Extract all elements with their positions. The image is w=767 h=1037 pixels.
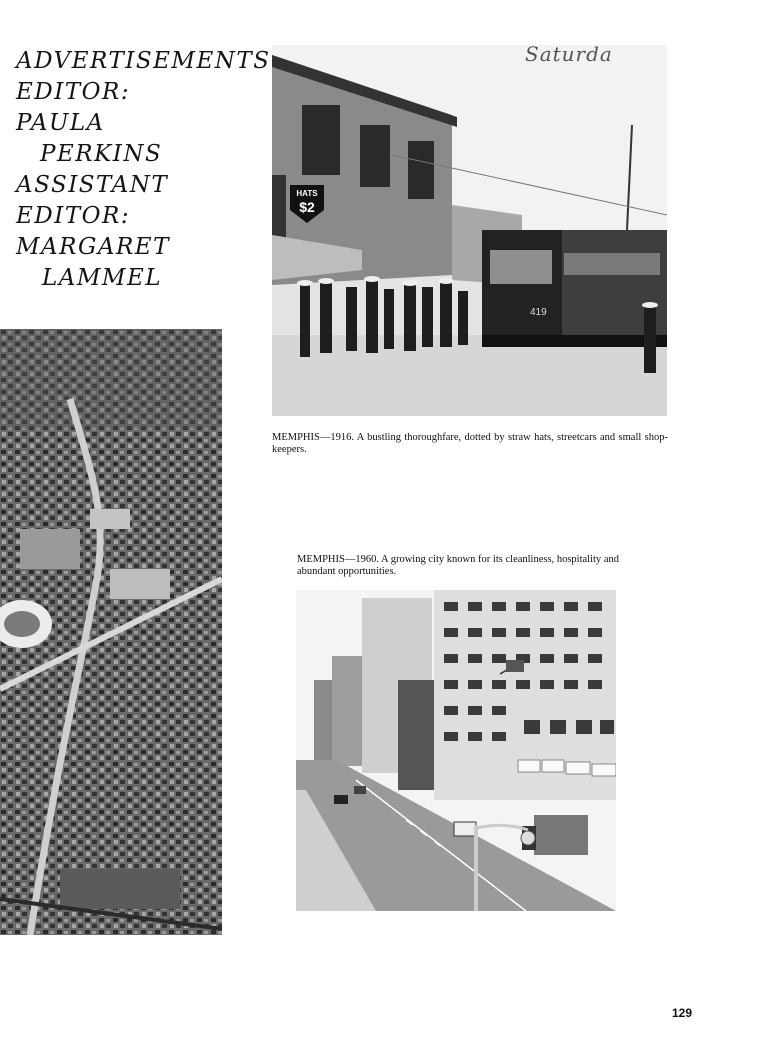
sign-price-text: $2	[299, 199, 315, 215]
caption-memphis-1916: MEMPHIS—1916. A bustling thoroughfare, dotted by straw hats, streetcars and small shop-keepers.	[272, 432, 668, 455]
credit-line: ASSISTANT	[16, 172, 169, 198]
staff-credits	[16, 46, 271, 294]
photo-memphis-1960	[296, 590, 616, 911]
page-number: 129	[672, 1006, 693, 1020]
credit-line: EDITOR:	[16, 79, 131, 105]
credit-line: ADVERTISEMENTS	[16, 48, 271, 74]
photo-aerial-view	[0, 329, 222, 935]
credit-line: EDITOR:	[16, 203, 131, 229]
handwritten-note: Saturda	[525, 42, 613, 66]
streetcar-number: 419	[530, 307, 547, 318]
credit-line: PAULA	[16, 110, 105, 136]
photo-memphis-1916	[272, 45, 667, 416]
credit-line: MARGARET	[16, 234, 170, 260]
credit-line: LAMMEL	[42, 265, 163, 291]
credit-line: PERKINS	[40, 141, 163, 167]
sign-hats-text: HATS	[296, 189, 318, 198]
caption-memphis-1960: MEMPHIS—1960. A growing city known for its cleanliness, hospitality and abundant opportunities.	[297, 554, 619, 577]
